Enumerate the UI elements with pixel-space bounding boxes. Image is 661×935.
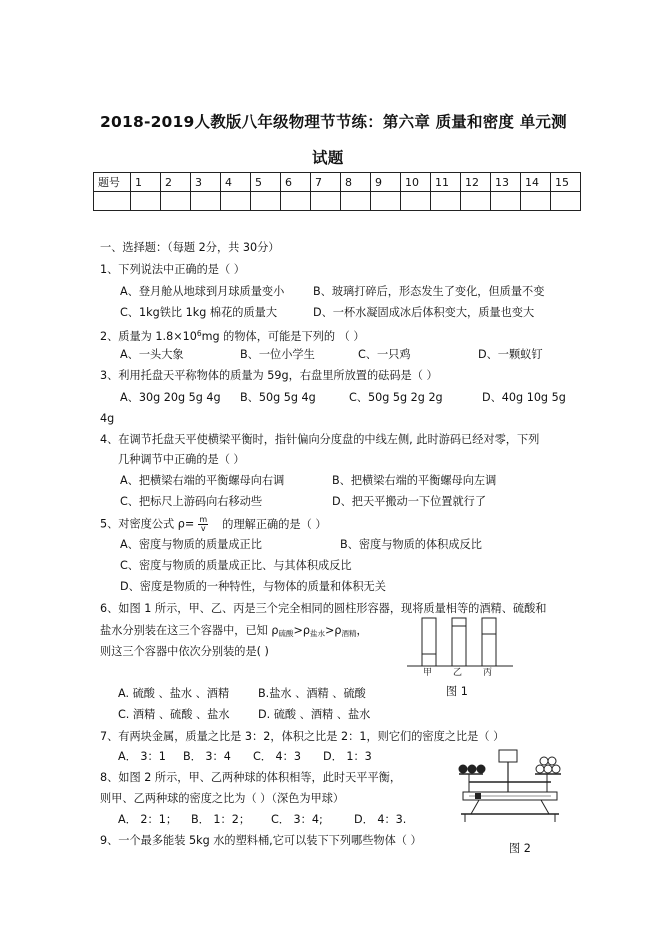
q5-stem-pre: 5、对密度公式 ρ= — [100, 517, 195, 531]
score-table-blank[interactable] — [251, 192, 281, 211]
q6-option-b[interactable]: B.盐水 、酒精 、硫酸 — [258, 687, 366, 700]
q5-option-c[interactable]: C、密度与物质的质量成正比、与其体积成反比 — [120, 559, 352, 572]
q4-stem-line1: 4、在调节托盘天平使横梁平衡时，指针偏向分度盘的中线左侧, 此时游码已经对零，下列 — [100, 433, 540, 446]
score-table-col: 9 — [371, 173, 401, 192]
q6-option-c[interactable]: C. 酒精 、硫酸 、盐水 — [118, 708, 230, 721]
q2-option-d[interactable]: D、一颗蚁钉 — [478, 348, 543, 361]
score-table-col: 1 — [131, 173, 161, 192]
q6-stem-line1: 6、如图 1 所示，甲、乙、丙是三个完全相同的圆柱形容器，现将质量相等的酒精、硫酸和 — [100, 602, 547, 615]
score-table-blank[interactable] — [131, 192, 161, 211]
cylinder-bing — [482, 618, 496, 666]
q5-stem — [100, 516, 327, 533]
q8-option-b[interactable]: B． 1：2； — [191, 813, 251, 826]
score-table-col: 6 — [281, 173, 311, 192]
q6-sub-sulfuric: 硫酸 — [278, 629, 294, 638]
q4-option-b[interactable]: B、把横梁右端的平衡螺母向左调 — [332, 474, 497, 487]
q6-stem2-post: ， — [356, 624, 368, 637]
q2-stem-post: mg 的物体，可能是下列的 （ ） — [201, 330, 365, 343]
q4-option-c[interactable]: C、把标尺上游码向右移动些 — [120, 495, 263, 508]
score-table-col: 7 — [311, 173, 341, 192]
q8-option-a[interactable]: A． 2：1； — [118, 813, 178, 826]
q7-option-c[interactable]: C． 4：3 — [253, 750, 301, 763]
section-heading: 一、选择题：（每题 2分，共 30分） — [100, 241, 280, 254]
score-table-col: 4 — [221, 173, 251, 192]
q7-option-d[interactable]: D． 1：3 — [323, 750, 372, 763]
score-table-col: 11 — [431, 173, 461, 192]
q1-option-b[interactable]: B、玻璃打碎后，形态发生了变化，但质量不变 — [313, 285, 545, 298]
q6-gt-2: >ρ — [324, 624, 342, 637]
left-pan-balls-dark — [459, 765, 486, 774]
q1-option-c[interactable]: C、1kg铁比 1kg 棉花的质量大 — [120, 306, 278, 319]
q6-gt-1: >ρ — [293, 624, 310, 637]
fig1-label-bing: 丙 — [483, 668, 493, 678]
fraction-numerator: m — [199, 515, 208, 524]
q1-stem: 1、下列说法中正确的是（ ） — [100, 263, 245, 276]
score-table-col: 8 — [341, 173, 371, 192]
q9-stem: 9、一个最多能装 5kg 水的塑料桶,它可以装下下列哪些物体（ ） — [100, 834, 422, 847]
q3-option-d-wrap: 4g — [100, 412, 115, 425]
q6-option-a[interactable]: A. 硫酸 、盐水 、酒精 — [118, 687, 230, 700]
cylinder-jia — [422, 618, 436, 666]
score-table-blank[interactable] — [191, 192, 221, 211]
density-formula-fraction — [198, 516, 208, 533]
q2-stem-pre: 2、质量为 1.8×10 — [100, 330, 197, 343]
score-table-col: 14 — [521, 173, 551, 192]
q6-sub-alcohol: 酒精 — [341, 629, 357, 638]
score-table-col: 10 — [401, 173, 431, 192]
q1-option-a[interactable]: A、登月舱从地球到月球质量变小 — [120, 285, 285, 298]
score-table-blank[interactable] — [521, 192, 551, 211]
score-table-header-label: 题号 — [94, 173, 131, 192]
q7-option-b[interactable]: B． 3：4 — [183, 750, 231, 763]
score-table-col: 13 — [491, 173, 521, 192]
score-table-col: 2 — [161, 173, 191, 192]
score-table-col: 5 — [251, 173, 281, 192]
q4-option-a[interactable]: A、把横梁右端的平衡螺母向右调 — [120, 474, 285, 487]
q3-option-d[interactable]: D、40g 10g 5g — [482, 391, 566, 404]
score-table-blank[interactable] — [551, 192, 581, 211]
score-table-blank[interactable] — [401, 192, 431, 211]
score-table-blank[interactable] — [281, 192, 311, 211]
q2-option-a[interactable]: A、一头大象 — [120, 348, 184, 361]
q2-option-c[interactable]: C、一只鸡 — [358, 348, 411, 361]
score-table-blank[interactable] — [94, 192, 131, 211]
q4-option-d[interactable]: D、把天平搬动一下位置就行了 — [332, 495, 487, 508]
q8-stem-line2: 则甲、乙两种球的密度之比为（ ）（深色为甲球） — [100, 792, 345, 805]
score-table-col: 12 — [461, 173, 491, 192]
fraction-denominator: v — [200, 524, 206, 533]
document-title-line2: 试题 — [312, 149, 344, 167]
score-table-blank[interactable] — [461, 192, 491, 211]
score-table-blank[interactable] — [491, 192, 521, 211]
cylinder-yi — [452, 618, 466, 666]
right-pan-balls-light — [536, 757, 560, 773]
score-table-blank[interactable] — [161, 192, 191, 211]
figure-2-caption: 图 2 — [509, 842, 531, 855]
q8-stem-line1: 8、如图 2 所示，甲、乙两种球的体积相等，此时天平平衡， — [100, 771, 402, 784]
q5-stem-post: 的理解正确的是（ ） — [222, 517, 327, 531]
q6-stem-line3: 则这三个容器中依次分别装的是( ) — [100, 645, 269, 658]
q6-stem2-pre: 盐水分别装在这三个容器中，已知 ρ — [100, 624, 279, 637]
q6-stem-line2 — [100, 624, 368, 641]
score-table-header-row — [94, 173, 581, 192]
score-table-blank[interactable] — [431, 192, 461, 211]
score-table-blank[interactable] — [311, 192, 341, 211]
q3-stem: 3、利用托盘天平称物体的质量为 59g，右盘里所放置的砝码是（ ） — [100, 369, 438, 382]
figure-2-balance — [455, 748, 570, 838]
q5-option-d[interactable]: D、密度是物质的一种特性，与物体的质量和体积无关 — [120, 580, 386, 593]
q5-option-b[interactable]: B、密度与物质的体积成反比 — [340, 538, 482, 551]
q7-option-a[interactable]: A． 3：1 — [118, 750, 166, 763]
score-table-answer-row — [94, 192, 581, 211]
q3-option-b[interactable]: B、50g 5g 4g — [240, 391, 316, 404]
document-title-line1: 2018-2019人教版八年级物理节节练：第六章 质量和密度 单元测 — [100, 113, 567, 131]
q5-option-a[interactable]: A、密度与物质的质量成正比 — [120, 538, 262, 551]
score-table-blank[interactable] — [371, 192, 401, 211]
q8-option-c[interactable]: C． 3：4; — [271, 813, 323, 826]
q6-sub-brine: 盐水 — [309, 629, 325, 638]
q2-stem — [100, 327, 365, 344]
score-table-blank[interactable] — [221, 192, 251, 211]
figure-1-caption: 图 1 — [446, 685, 468, 698]
q6-option-d[interactable]: D. 硫酸 、酒精 、盐水 — [258, 708, 371, 721]
score-table-col: 3 — [191, 173, 221, 192]
q2-option-b[interactable]: B、一位小学生 — [240, 348, 315, 361]
score-table-col: 15 — [551, 173, 581, 192]
q4-stem-line2: 几种调节中正确的是（ ） — [118, 453, 245, 466]
q3-option-a[interactable]: A、30g 20g 5g 4g — [120, 391, 221, 404]
q7-stem: 7、有两块金属，质量之比是 3：2，体积之比是 2：1，则它们的密度之比是（ ） — [100, 730, 505, 743]
q3-option-c[interactable]: C、50g 5g 2g 2g — [349, 391, 443, 404]
fig1-label-yi: 乙 — [453, 668, 463, 678]
q2-stem-exponent: 6 — [196, 329, 202, 338]
q8-option-d[interactable]: D． 4：3. — [354, 813, 407, 826]
score-table — [93, 172, 581, 211]
score-table-blank[interactable] — [341, 192, 371, 211]
fig1-label-jia: 甲 — [423, 668, 433, 678]
q1-option-d[interactable]: D、一杯水凝固成冰后体积变大，质量也变大 — [313, 306, 535, 319]
